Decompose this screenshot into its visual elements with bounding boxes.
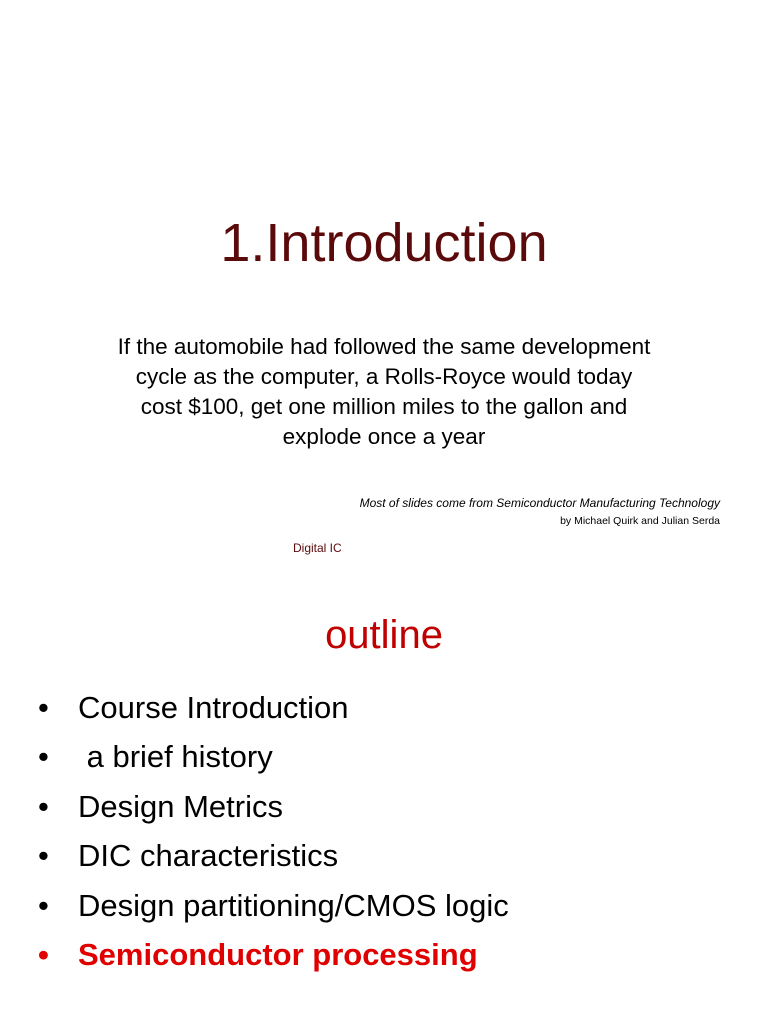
outline-item-label: Design partitioning/CMOS logic <box>78 887 509 923</box>
outline-title: outline <box>325 613 443 657</box>
outline-item-label: Semiconductor processing <box>78 937 478 973</box>
intro-quote: If the automobile had followed the same development cycle as the computer, a Rolls-Royce would today cost $100, get one million miles to the gallon and explode once a year <box>117 334 651 449</box>
source-credit: Most of slides come from Semiconductor Manufacturing Technology <box>359 496 720 510</box>
outline-list <box>38 683 509 979</box>
outline-item-current <box>38 930 509 979</box>
outline-item <box>38 683 509 732</box>
bullet-icon: • <box>38 887 49 923</box>
outline-item-label: Course Introduction <box>78 690 349 725</box>
bullet-icon: • <box>38 838 49 874</box>
source-authors: by Michael Quirk and Julian Serda <box>560 515 720 527</box>
outline-item <box>38 881 509 930</box>
bullet-icon: • <box>38 937 49 973</box>
slide-outline <box>0 578 768 1024</box>
outline-item-label: a brief history <box>78 739 273 775</box>
outline-item <box>38 732 509 781</box>
slide-title: 1.Introduction <box>220 213 548 273</box>
outline-item-label: Design Metrics <box>78 788 283 824</box>
outline-item <box>38 831 509 880</box>
bullet-icon: • <box>38 690 49 725</box>
outline-item <box>38 782 509 831</box>
outline-item-label: DIC characteristics <box>78 838 339 874</box>
bullet-icon: • <box>38 788 49 824</box>
slide-footer: Digital IC <box>293 541 342 555</box>
bullet-icon: • <box>38 739 49 775</box>
